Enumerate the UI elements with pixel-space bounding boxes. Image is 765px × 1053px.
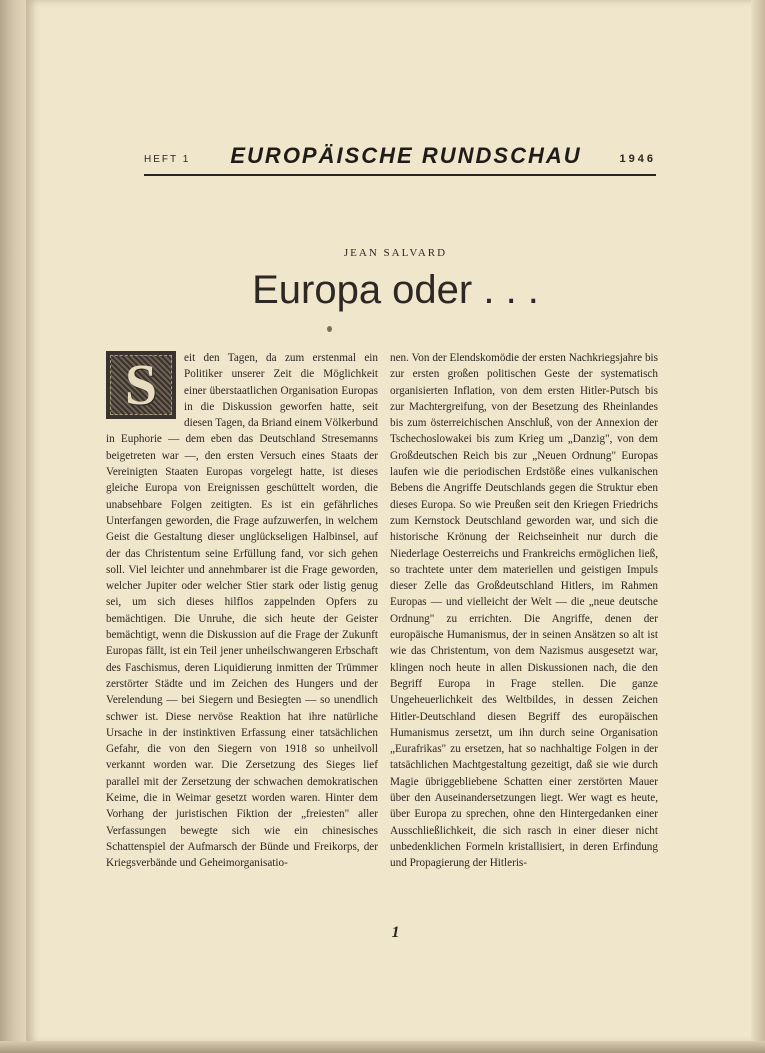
right-column-text: nen. Von der Elendskomödie der ersten Nachkriegsjahre bis zur ersten großen politischen Geste der systematisch organisierten Inflation, von dem ersten Hitler-Putsch bis zur Machtergreifung, von der Besetzung des Rheinlandes bis zum österreichischen Anschluß, von der Annexion der Tschechoslowakei bis zum Krieg um „Danzig", von dem Großdeutschen Reich bis zur „Neuen Ordnung" Europas laufen wie die periodischen Erdstöße eines vulkanischen Bebens die Angriffe Deutschlands gegen die Struktur eben dieses Europa. So wie Preußen seit den Kriegen Friedrichs zum Kernstock Deutschland geworden war, und sich die historische Krönung der Reichseinheit nur durch die Niederlage Oesterreichs und Frankreichs ermöglichen ließ, so trachtete unter dem materiellen und geistigen Impuls dieser Zelle das Großdeutschland Hitlers, im Rahmen Europas — und vielleicht der Welt — die „neue deutsche Ordnung" zu errichten. Die Angriffe, denen der europäische Humanismus, der in seinen Ansätzen so alt ist wie das Christentum, von dem Nazismus ausgesetzt war, klingen noch heute in allen Diskussionen nach, die den Begriff Europa in Frage stellen. Die ganze Ungeheuerlichkeit des Weltbildes, in dessen Zeichen Hitler-Deutschland diesen Begriff des europäischen Humanismus zersetzt, um ihn durch seine Organisation „Eurafrikas" zu ersetzen, hat so nachhaltige Folgen in der tatsächlichen Machtgestaltung gezeitigt, daß sie wie durch Magie übriggebliebene Schatten einer zerstörten Mauer über den Auseinandersetzungen liegt. Wer wagt es heute, über Europa zu sprechen, ohne den Hintergedanken einer Ausschließlichkeit, die sich rasch in einer dieser nicht unbedenklichen Formeln kristallisiert, in deren Erfindung und Propagierung der Hitleris- bbox=[390, 352, 658, 870]
text-column-right bbox=[390, 350, 658, 872]
ornamental-dropcap bbox=[106, 351, 176, 419]
article-author: JEAN SALVARD bbox=[343, 247, 448, 259]
dropcap-frame bbox=[110, 352, 172, 417]
text-column-left bbox=[106, 350, 378, 872]
dropcap-letter: S bbox=[124, 352, 158, 417]
running-header bbox=[144, 136, 656, 176]
left-column-text: eit den Tagen, da zum erstenmal ein Politiker unserer Zeit die Möglichkeit einer überstaatlichen Organisation Europas in die Diskussion geworfen hatte, seit diesen Tagen, da Briand einem Völkerbund in Euphorie — dem eben das Deutschland Stresemanns beigetreten war —, den ersten Versuch eines Staats der Vereinigten Staaten Europas vorgelegt hatte, ist dieses gleiche Europa von Ereignissen geschüttelt worden, die unabsehbare Folgen zeitigten. Es ist ein gefährliches Unterfangen geworden, die Frage aufzuwerfen, in welchem Geist die Gestaltung dieser unglückseligen Halbinsel, auf der das Christentum seine Erfüllung fand, vor sich gehen soll. Viel leichter und annehmbarer ist die Frage geworden, welcher Jupiter oder welcher Stier stark oder listig genug sei, um sich dieses hilflos zappelnden Opfers zu bemächtigen. Die Unruhe, die sich heute der Geister bemächtigt, wenn die Diskussion auf die Frage der Zukunft Europas fällt, ist ein Teil jener unheilschwangeren Erbschaft des Faschismus, deren Liquidierung inmitten der Trümmer zerstörter Städte und im Zeichen des Hungers und der Verelendung — bei Siegern und Besiegten — so unendlich schwer ist. Diese nervöse Reaktion hat ihre natürliche Ursache in der instinktiven Erfassung einer tatsächlichen Gefahr, die von den Siegern von 1918 so unheilvoll verkannt worden war. Die Zersetzung des Sieges lief parallel mit der Zersetzung der schwachen demokratischen Keime, die in Weimar gesetzt worden waren. Hinter dem Vorhang der juristischen Fiktion der „freiesten" aller Verfassungen bewegte sich wie ein chinesisches Schattenspiel der Aufmarsch der Bünde und Freikorps, der Kriegsverbände und Geheimorganisatio- bbox=[106, 352, 378, 870]
magazine-page bbox=[26, 0, 765, 1044]
issue-label: HEFT 1 bbox=[144, 154, 191, 165]
scan-right-edge bbox=[751, 0, 765, 1053]
ornament-dot bbox=[327, 326, 332, 332]
scan-bottom-edge bbox=[0, 1041, 765, 1053]
scan-left-edge bbox=[0, 0, 28, 1053]
journal-title: EUROPÄISCHE RUNDSCHAU bbox=[230, 143, 582, 168]
page-number: 1 bbox=[391, 924, 400, 941]
year-label: 1946 bbox=[619, 153, 656, 165]
article-title: Europa oder . . . bbox=[252, 268, 539, 312]
